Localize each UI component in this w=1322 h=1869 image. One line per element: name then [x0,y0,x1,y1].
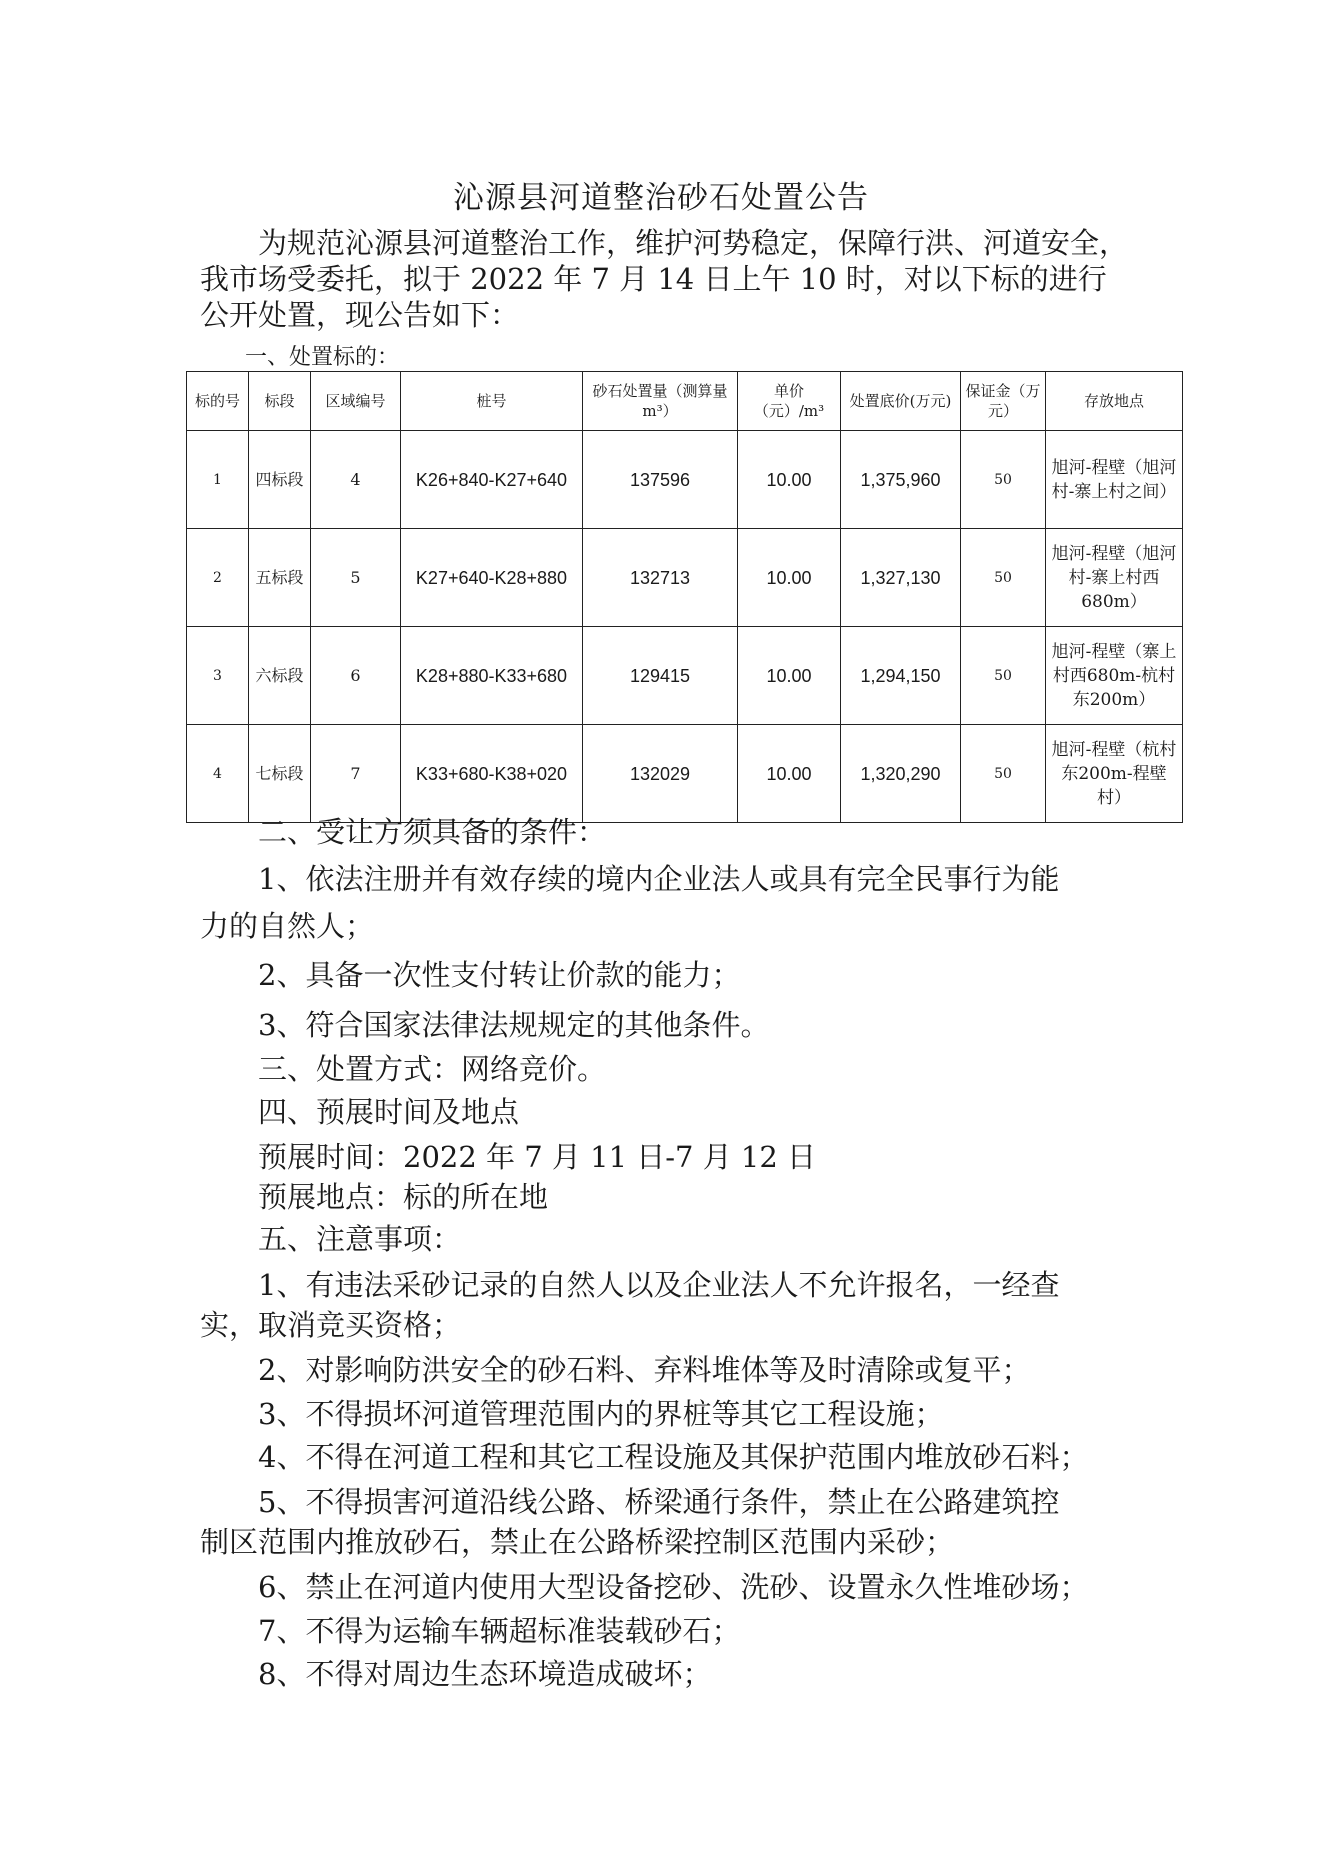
table-row [187,529,1183,627]
header-cell: 标的号 [187,372,249,431]
cell-no: 1 [187,431,249,529]
cell-price: 10.00 [738,627,841,725]
cell-area: 5 [311,529,401,627]
cell-stake: K33+680-K38+020 [401,725,583,823]
table-header-row [187,372,1183,431]
header-cell: 砂石处置量（测算量 m³） [583,372,738,431]
notice-5-line-2: 制区范围内推放砂石，禁止在公路桥梁控制区范围内采砂； [200,1525,955,1559]
cell-price: 10.00 [738,529,841,627]
section-1-heading: 一、处置标的： [245,345,400,370]
cell-reserve: 1,320,290 [841,725,961,823]
header-cell: 存放地点 [1046,372,1183,431]
cell-deposit: 50 [961,725,1046,823]
cell-price: 10.00 [738,725,841,823]
cell-stake: K26+840-K27+640 [401,431,583,529]
cell-volume: 132029 [583,725,738,823]
notice-3: 3、不得损坏河道管理范围内的界桩等其它工程设施； [258,1397,944,1431]
notice-8: 8、不得对周边生态环境造成破坏； [258,1657,712,1691]
cell-location: 旭河-程壁（旭河村-寨上村之间） [1046,431,1183,529]
requirement-3: 3、符合国家法律法规规定的其他条件。 [258,1008,770,1042]
notice-1-line-2: 实，取消竞买资格； [200,1308,462,1342]
cell-location: 旭河-程壁（旭河村-寨上村西680m） [1046,529,1183,627]
preview-place: 预展地点：标的所在地 [258,1180,549,1214]
cell-segment: 六标段 [249,627,311,725]
cell-segment: 四标段 [249,431,311,529]
preview-time: 预展时间：2022 年 7 月 11 日-7 月 12 日 [258,1140,817,1174]
cell-deposit: 50 [961,431,1046,529]
cell-reserve: 1,294,150 [841,627,961,725]
cell-reserve: 1,327,130 [841,529,961,627]
disposal-table [186,371,1183,823]
cell-no: 2 [187,529,249,627]
table-row [187,431,1183,529]
cell-deposit: 50 [961,529,1046,627]
cell-deposit: 50 [961,627,1046,725]
section-2-heading: 二、受让方须具备的条件： [258,815,607,849]
header-cell: 区域编号 [311,372,401,431]
header-cell: 标段 [249,372,311,431]
header-cell: 桩号 [401,372,583,431]
notice-1-line-1: 1、有违法采砂记录的自然人以及企业法人不允许报名，一经查 [258,1268,1060,1302]
section-3-heading: 三、处置方式：网络竞价。 [258,1052,607,1086]
cell-segment: 五标段 [249,529,311,627]
cell-no: 3 [187,627,249,725]
cell-volume: 137596 [583,431,738,529]
notice-7: 7、不得为运输车辆超标准装载砂石； [258,1614,741,1648]
cell-volume: 132713 [583,529,738,627]
header-cell: 单价（元）/m³ [738,372,841,431]
cell-reserve: 1,375,960 [841,431,961,529]
section-5-heading: 五、注意事项： [258,1222,462,1256]
notice-2: 2、对影响防洪安全的砂石料、弃料堆体等及时清除或复平； [258,1353,1031,1387]
table-row [187,627,1183,725]
cell-stake: K28+880-K33+680 [401,627,583,725]
requirement-1-line-1: 1、依法注册并有效存续的境内企业法人或具有完全民事行为能 [258,862,1060,896]
intro-paragraph: 为规范沁源县河道整治工作，维护河势稳定，保障行洪、河道安全，我市场受委托，拟于 2022 年 7 月 14 日上午 10 时，对以下标的进行公开处置，现公告如下： [200,226,1129,332]
notice-6: 6、禁止在河道内使用大型设备挖砂、洗砂、设置永久性堆砂场； [258,1570,1089,1604]
cell-stake: K27+640-K28+880 [401,529,583,627]
table-row [187,725,1183,823]
cell-no: 4 [187,725,249,823]
notice-4: 4、不得在河道工程和其它工程设施及其保护范围内堆放砂石料； [258,1440,1089,1474]
cell-area: 4 [311,431,401,529]
cell-area: 7 [311,725,401,823]
requirement-1-line-2: 力的自然人； [200,909,375,943]
cell-location: 旭河-程壁（杭村东200m-程壁村） [1046,725,1183,823]
cell-location: 旭河-程壁（寨上村西680m-杭村东200m） [1046,627,1183,725]
notice-5-line-1: 5、不得损害河道沿线公路、桥梁通行条件，禁止在公路建筑控 [258,1485,1060,1519]
document-title: 沁源县河道整治砂石处置公告 [453,180,869,216]
requirement-2: 2、具备一次性支付转让价款的能力； [258,958,741,992]
header-cell: 保证金（万元） [961,372,1046,431]
header-cell: 处置底价(万元) [841,372,961,431]
cell-area: 6 [311,627,401,725]
section-4-heading: 四、预展时间及地点 [258,1095,520,1129]
cell-segment: 七标段 [249,725,311,823]
cell-volume: 129415 [583,627,738,725]
cell-price: 10.00 [738,431,841,529]
